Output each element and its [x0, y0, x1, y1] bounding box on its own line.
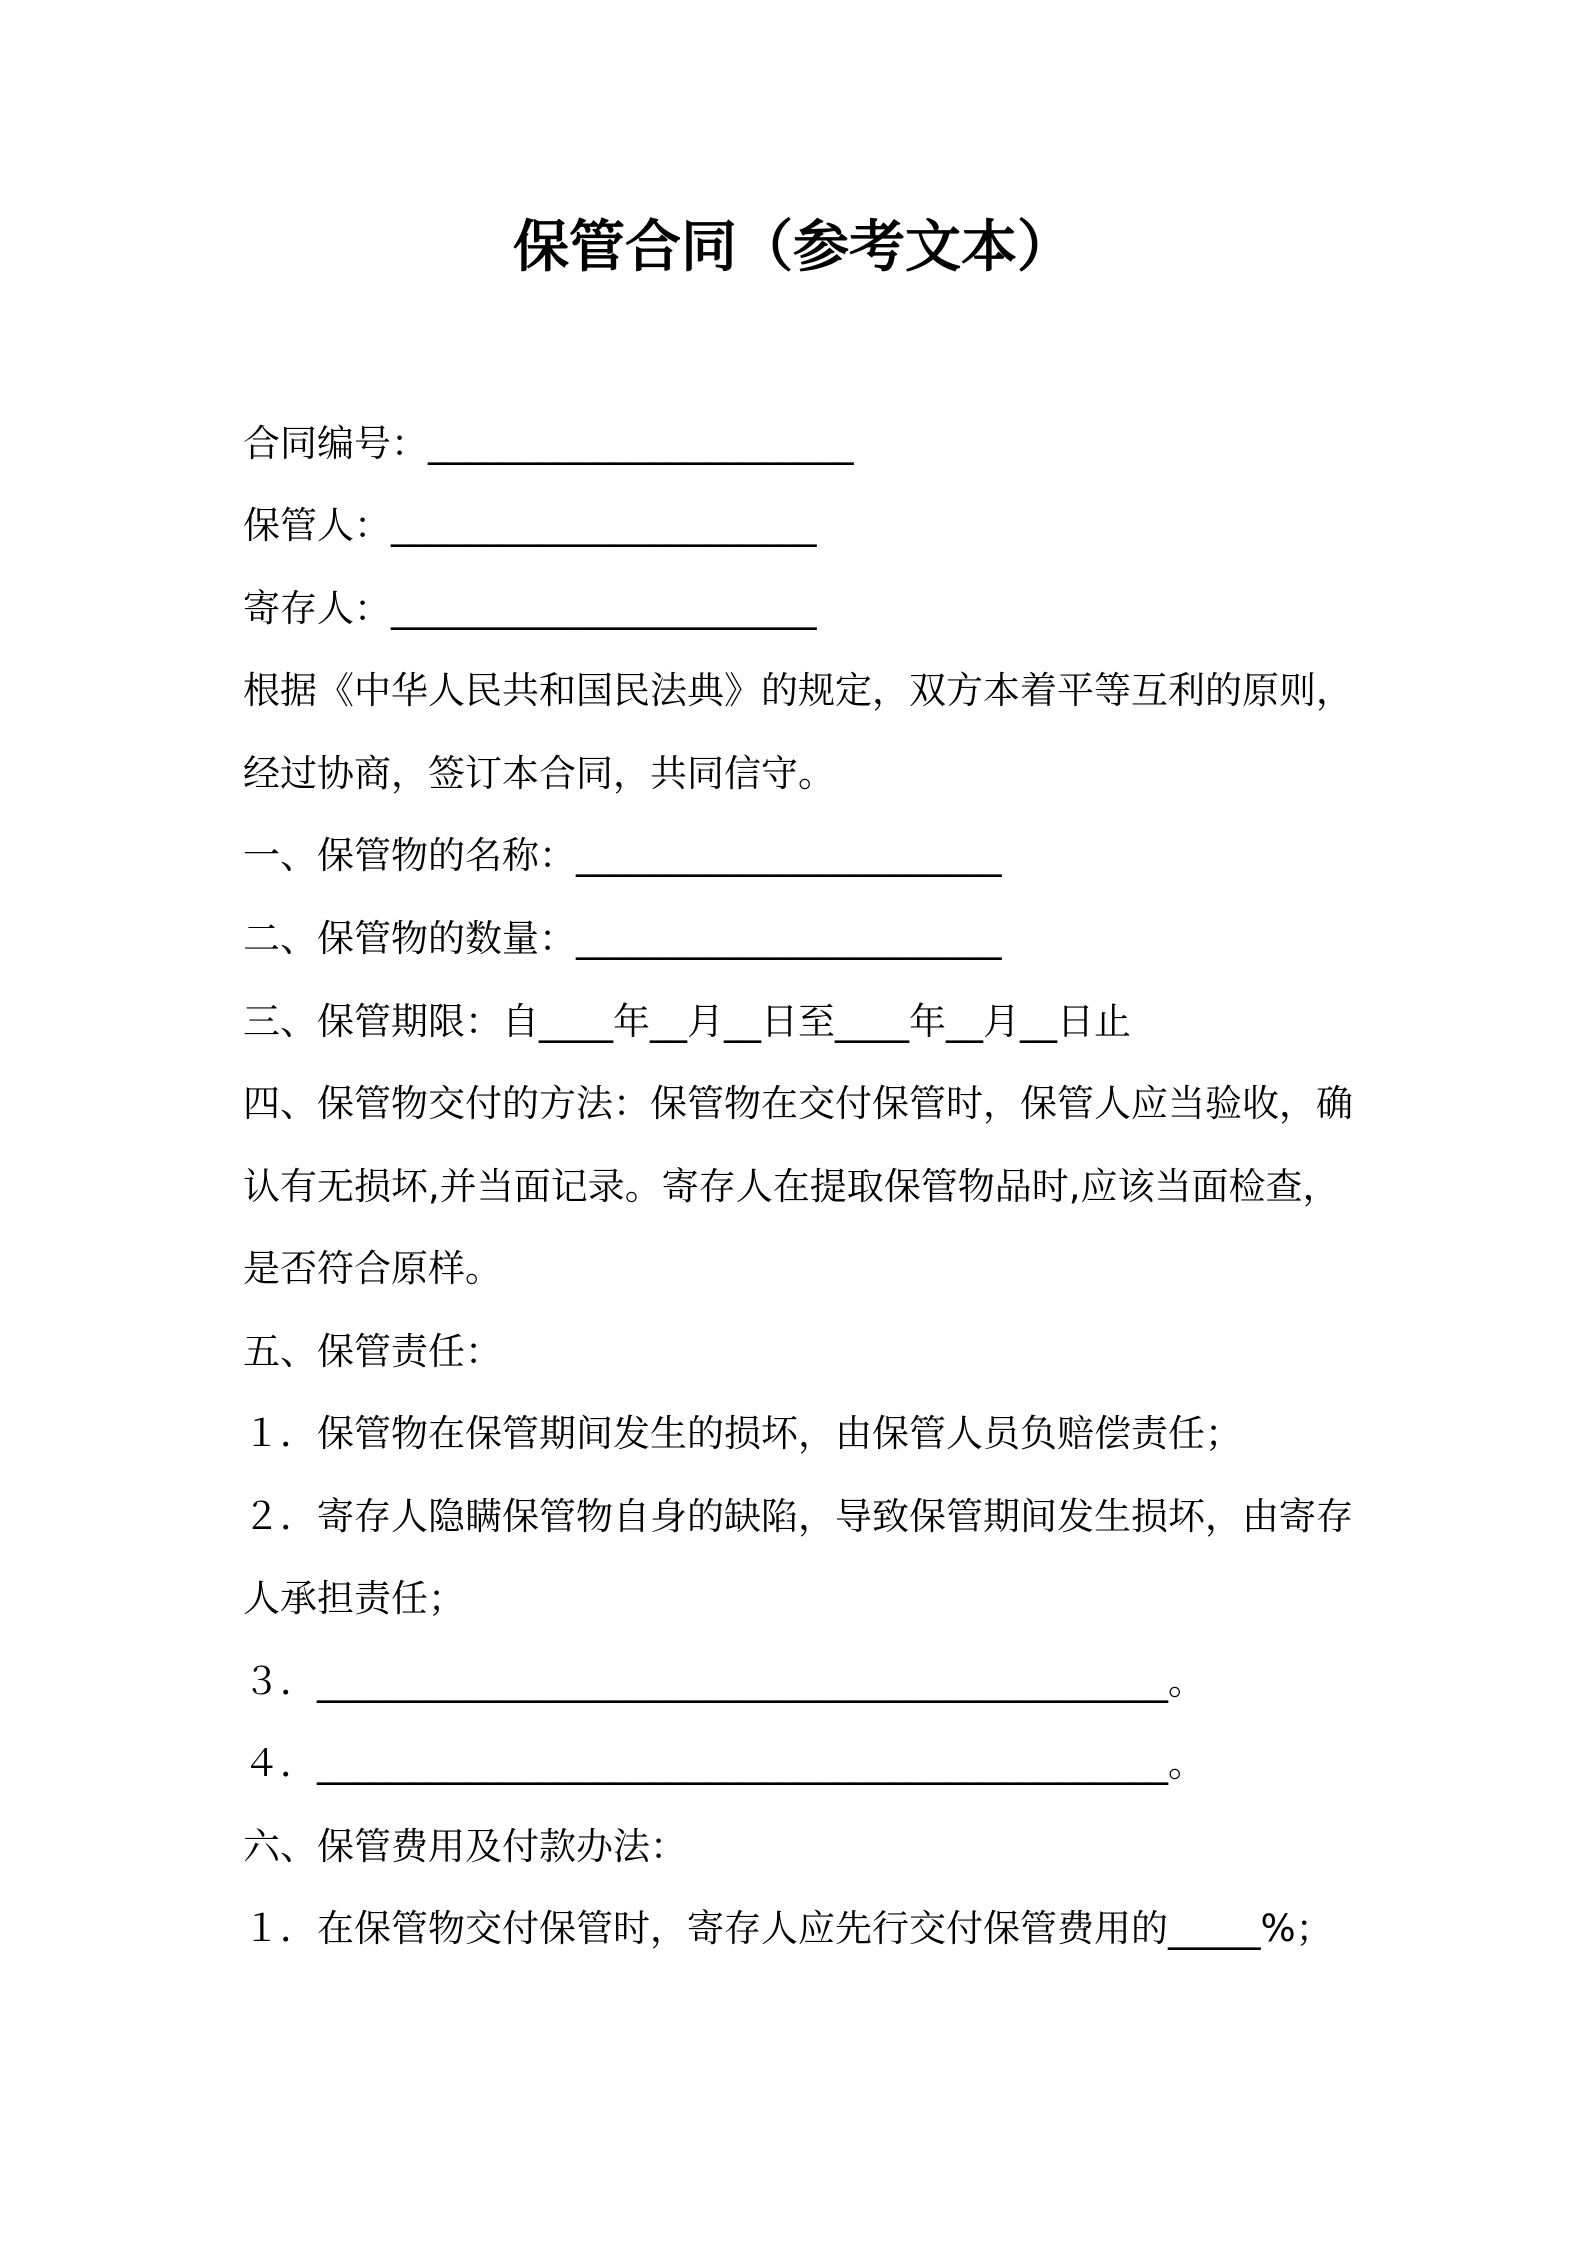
clause-4-line-1: 四、保管物交付的方法：保管物在交付保管时，保管人应当验收，确 [243, 1082, 1353, 1125]
clause-6-item-1: １．在保管物交付保管时，寄存人应先行交付保管费用的_____%； [243, 1907, 1333, 1950]
clause-5-heading: 五、保管责任： [243, 1330, 502, 1373]
contract-number-line: 合同编号：_______________________ [243, 422, 854, 465]
custodian-line: 保管人：_______________________ [243, 504, 817, 547]
clause-3-custody-period: 三、保管期限：自____年__月__日至____年__月__日止 [243, 1000, 1131, 1043]
clause-5-item-2-line-2: 人承担责任； [243, 1577, 465, 1620]
clause-4-line-2: 认有无损坏,并当面记录。寄存人在提取保管物品时,应该当面检查， [243, 1165, 1340, 1208]
clause-5-item-4: ４．______________________________________________。 [243, 1742, 1205, 1785]
clause-2-item-quantity: 二、保管物的数量：_______________________ [243, 917, 1002, 960]
depositor-line: 寄存人：_______________________ [243, 587, 817, 630]
document-title: 保管合同（参考文本） [513, 215, 1073, 280]
clause-1-item-name: 一、保管物的名称：_______________________ [243, 834, 1002, 877]
clause-6-heading: 六、保管费用及付款办法： [243, 1825, 687, 1868]
clause-4-line-3: 是否符合原样。 [243, 1247, 502, 1290]
clause-5-item-1: １．保管物在保管期间发生的损坏，由保管人员负赔偿责任； [243, 1412, 1242, 1455]
preamble-line-1: 根据《中华人民共和国民法典》的规定，双方本着平等互利的原则， [243, 669, 1353, 712]
clause-5-item-3: ３．______________________________________________。 [243, 1660, 1205, 1703]
clause-5-item-2-line-1: ２．寄存人隐瞒保管物自身的缺陷，导致保管期间发生损坏，由寄存 [243, 1495, 1353, 1538]
preamble-line-2: 经过协商，签订本合同，共同信守。 [243, 752, 835, 795]
